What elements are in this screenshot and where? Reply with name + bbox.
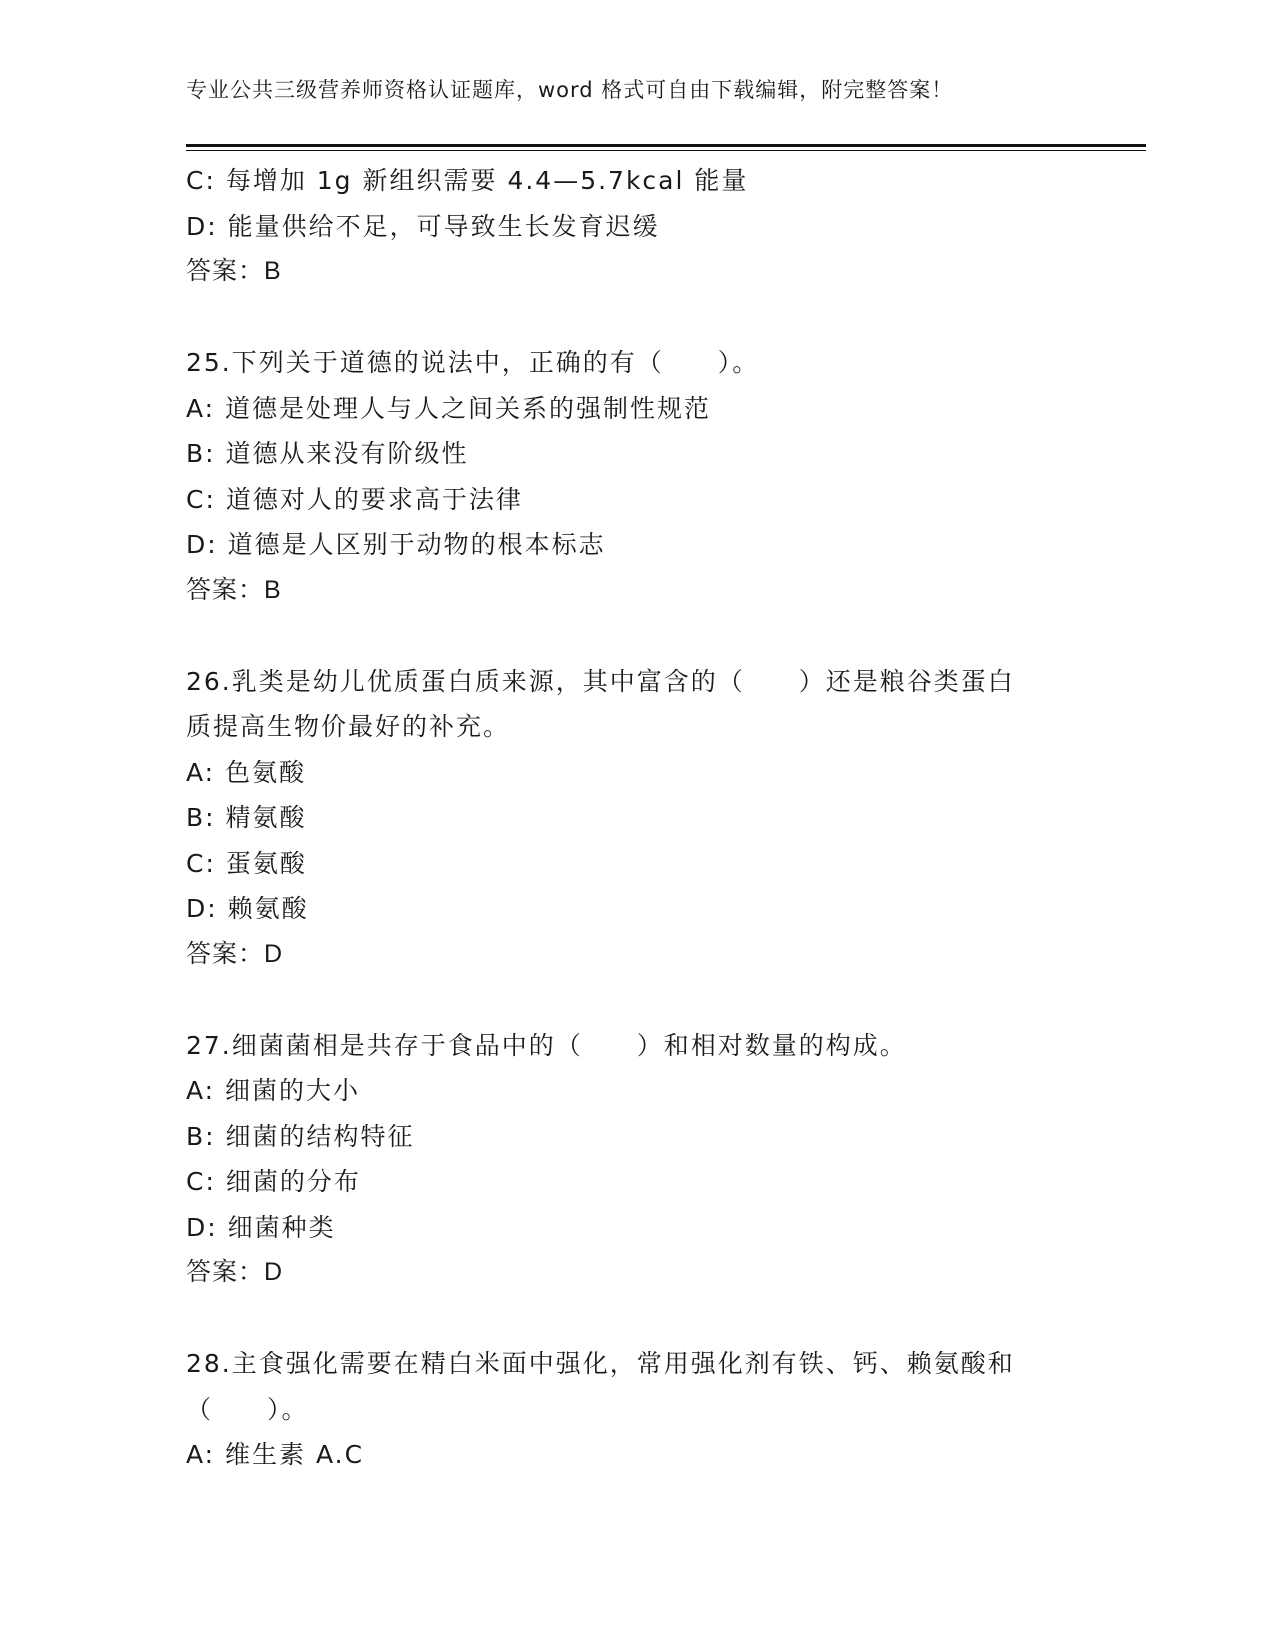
option-line: A: 道德是处理人与人之间关系的强制性规范 (186, 393, 712, 423)
option-line: C: 蛋氨酸 (186, 848, 307, 878)
option-line: A: 维生素 A.C (186, 1440, 365, 1469)
answer-line: 答案：D (186, 1258, 284, 1286)
option-line: C: 道德对人的要求高于法律 (186, 484, 523, 514)
spacer (186, 977, 1086, 1023)
option-line: D: 能量供给不足，可导致生长发育迟缓 (186, 211, 660, 241)
header-rule-thin (186, 150, 1146, 151)
option-line: A: 细菌的大小 (186, 1076, 361, 1105)
answer-line: 答案：D (186, 939, 284, 968)
question-text: 25.下列关于道德的说法中，正确的有（ ）。 (186, 348, 760, 377)
option-line: A: 色氨酸 (186, 757, 307, 787)
option-line: C: 细菌的分布 (186, 1167, 361, 1196)
page-header: 专业公共三级营养师资格认证题库，word 格式可自由下载编辑，附完整答案！ (186, 78, 954, 102)
answer-line: 答案：B (186, 257, 282, 285)
question-text: 28.主食强化需要在精白米面中强化，常用强化剂有铁、钙、赖氨酸和 (186, 1349, 1015, 1378)
option-line: B: 道德从来没有阶级性 (186, 439, 469, 468)
question-text: 26.乳类是幼儿优质蛋白质来源，其中富含的（ ）还是粮谷类蛋白 (186, 666, 1015, 696)
option-line: D: 道德是人区别于动物的根本标志 (186, 530, 606, 559)
question-text: （ ）。 (186, 1394, 309, 1424)
spacer (186, 613, 1086, 659)
option-line: B: 精氨酸 (186, 803, 307, 832)
document-body (186, 158, 1086, 1478)
header-rule-thick (186, 144, 1146, 147)
spacer (186, 295, 1086, 341)
question-text: 质提高生物价最好的补充。 (186, 712, 511, 741)
answer-line: 答案：B (186, 575, 282, 604)
spacer (186, 1296, 1086, 1342)
option-line: D: 细菌种类 (186, 1212, 336, 1242)
option-line: B: 细菌的结构特征 (186, 1121, 415, 1151)
option-line: C: 每增加 1g 新组织需要 4.4—5.7kcal 能量 (186, 166, 749, 195)
option-line: D: 赖氨酸 (186, 894, 309, 923)
question-text: 27.细菌菌相是共存于食品中的（ ）和相对数量的构成。 (186, 1030, 907, 1060)
